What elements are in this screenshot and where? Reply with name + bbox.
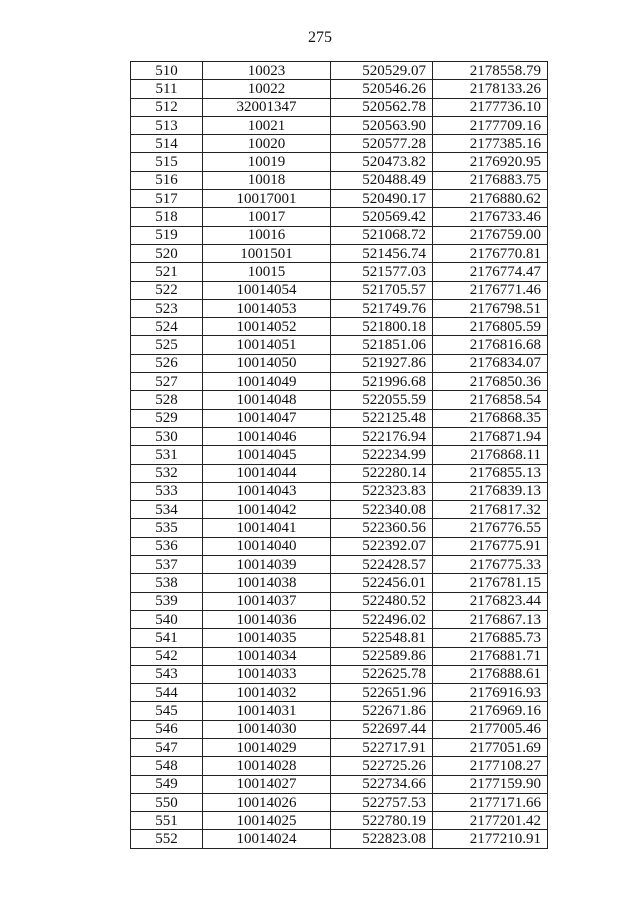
- x-coordinate-cell: 522780.19: [331, 812, 433, 830]
- y-coordinate-cell: 2176776.55: [433, 519, 548, 537]
- table-row: [131, 208, 548, 226]
- point-id-cell: 10017: [203, 208, 331, 226]
- x-coordinate-cell: 522823.08: [331, 830, 433, 848]
- point-number-cell: 542: [131, 647, 203, 665]
- y-coordinate-cell: 2176888.61: [433, 665, 548, 683]
- table-row: [131, 244, 548, 262]
- x-coordinate-cell: 522234.99: [331, 446, 433, 464]
- point-number-cell: 534: [131, 501, 203, 519]
- point-number-cell: 541: [131, 629, 203, 647]
- table-row: [131, 464, 548, 482]
- x-coordinate-cell: 521456.74: [331, 244, 433, 262]
- y-coordinate-cell: 2176774.47: [433, 263, 548, 281]
- x-coordinate-cell: 522725.26: [331, 757, 433, 775]
- x-coordinate-cell: 521577.03: [331, 263, 433, 281]
- table-row: [131, 299, 548, 317]
- point-number-cell: 532: [131, 464, 203, 482]
- point-id-cell: 10014052: [203, 318, 331, 336]
- table-row: [131, 665, 548, 683]
- x-coordinate-cell: 522055.59: [331, 391, 433, 409]
- y-coordinate-cell: 2176885.73: [433, 629, 548, 647]
- point-id-cell: 10019: [203, 153, 331, 171]
- point-id-cell: 10014028: [203, 757, 331, 775]
- x-coordinate-cell: 521851.06: [331, 336, 433, 354]
- point-number-cell: 514: [131, 135, 203, 153]
- point-id-cell: 10020: [203, 135, 331, 153]
- y-coordinate-cell: 2176770.81: [433, 244, 548, 262]
- table-row: [131, 574, 548, 592]
- y-coordinate-cell: 2176867.13: [433, 610, 548, 628]
- point-number-cell: 550: [131, 793, 203, 811]
- coordinates-table-body: [131, 62, 548, 849]
- x-coordinate-cell: 521800.18: [331, 318, 433, 336]
- point-number-cell: 530: [131, 427, 203, 445]
- y-coordinate-cell: 2176920.95: [433, 153, 548, 171]
- table-row: [131, 702, 548, 720]
- point-id-cell: 10014050: [203, 354, 331, 372]
- x-coordinate-cell: 521927.86: [331, 354, 433, 372]
- point-number-cell: 510: [131, 62, 203, 80]
- point-id-cell: 10014038: [203, 574, 331, 592]
- table-row: [131, 812, 548, 830]
- point-number-cell: 511: [131, 80, 203, 98]
- y-coordinate-cell: 2176805.59: [433, 318, 548, 336]
- point-number-cell: 544: [131, 684, 203, 702]
- table-row: [131, 427, 548, 445]
- table-row: [131, 647, 548, 665]
- table-row: [131, 720, 548, 738]
- point-id-cell: 10014045: [203, 446, 331, 464]
- y-coordinate-cell: 2177108.27: [433, 757, 548, 775]
- y-coordinate-cell: 2178558.79: [433, 62, 548, 80]
- point-number-cell: 531: [131, 446, 203, 464]
- y-coordinate-cell: 2178133.26: [433, 80, 548, 98]
- x-coordinate-cell: 521068.72: [331, 226, 433, 244]
- y-coordinate-cell: 2176880.62: [433, 190, 548, 208]
- point-id-cell: 10023: [203, 62, 331, 80]
- table-row: [131, 336, 548, 354]
- point-id-cell: 10014044: [203, 464, 331, 482]
- x-coordinate-cell: 520577.28: [331, 135, 433, 153]
- point-number-cell: 545: [131, 702, 203, 720]
- x-coordinate-cell: 522392.07: [331, 537, 433, 555]
- table-row: [131, 391, 548, 409]
- point-id-cell: 10014048: [203, 391, 331, 409]
- y-coordinate-cell: 2176834.07: [433, 354, 548, 372]
- table-row: [131, 80, 548, 98]
- point-id-cell: 10014034: [203, 647, 331, 665]
- table-row: [131, 537, 548, 555]
- table-row: [131, 62, 548, 80]
- point-number-cell: 517: [131, 190, 203, 208]
- table-row: [131, 446, 548, 464]
- x-coordinate-cell: 522428.57: [331, 556, 433, 574]
- y-coordinate-cell: 2177736.10: [433, 98, 548, 116]
- point-id-cell: 1001501: [203, 244, 331, 262]
- point-number-cell: 538: [131, 574, 203, 592]
- point-id-cell: 10014054: [203, 281, 331, 299]
- point-id-cell: 10014041: [203, 519, 331, 537]
- y-coordinate-cell: 2177709.16: [433, 116, 548, 134]
- table-row: [131, 775, 548, 793]
- x-coordinate-cell: 522757.53: [331, 793, 433, 811]
- y-coordinate-cell: 2176850.36: [433, 373, 548, 391]
- x-coordinate-cell: 520563.90: [331, 116, 433, 134]
- table-row: [131, 135, 548, 153]
- table-row: [131, 354, 548, 372]
- point-number-cell: 520: [131, 244, 203, 262]
- table-row: [131, 190, 548, 208]
- x-coordinate-cell: 522176.94: [331, 427, 433, 445]
- x-coordinate-cell: 521996.68: [331, 373, 433, 391]
- point-id-cell: 32001347: [203, 98, 331, 116]
- table-row: [131, 629, 548, 647]
- point-number-cell: 549: [131, 775, 203, 793]
- x-coordinate-cell: 520569.42: [331, 208, 433, 226]
- point-id-cell: 10014024: [203, 830, 331, 848]
- point-id-cell: 10014047: [203, 409, 331, 427]
- point-id-cell: 10022: [203, 80, 331, 98]
- point-id-cell: 10014032: [203, 684, 331, 702]
- point-number-cell: 551: [131, 812, 203, 830]
- point-number-cell: 528: [131, 391, 203, 409]
- x-coordinate-cell: 520546.26: [331, 80, 433, 98]
- x-coordinate-cell: 520562.78: [331, 98, 433, 116]
- y-coordinate-cell: 2177171.66: [433, 793, 548, 811]
- x-coordinate-cell: 520473.82: [331, 153, 433, 171]
- x-coordinate-cell: 520529.07: [331, 62, 433, 80]
- table-row: [131, 610, 548, 628]
- point-number-cell: 536: [131, 537, 203, 555]
- point-id-cell: 10014036: [203, 610, 331, 628]
- y-coordinate-cell: 2176916.93: [433, 684, 548, 702]
- table-row: [131, 171, 548, 189]
- point-number-cell: 512: [131, 98, 203, 116]
- point-number-cell: 527: [131, 373, 203, 391]
- point-id-cell: 10015: [203, 263, 331, 281]
- x-coordinate-cell: 522280.14: [331, 464, 433, 482]
- table-row: [131, 281, 548, 299]
- point-number-cell: 548: [131, 757, 203, 775]
- coordinates-table: [130, 61, 548, 849]
- table-row: [131, 757, 548, 775]
- table-row: [131, 153, 548, 171]
- point-number-cell: 547: [131, 738, 203, 756]
- point-id-cell: 10014046: [203, 427, 331, 445]
- x-coordinate-cell: 522340.08: [331, 501, 433, 519]
- point-id-cell: 10014053: [203, 299, 331, 317]
- point-id-cell: 10014025: [203, 812, 331, 830]
- table-row: [131, 226, 548, 244]
- point-id-cell: 10021: [203, 116, 331, 134]
- point-number-cell: 519: [131, 226, 203, 244]
- point-id-cell: 10014051: [203, 336, 331, 354]
- y-coordinate-cell: 2177005.46: [433, 720, 548, 738]
- y-coordinate-cell: 2176781.15: [433, 574, 548, 592]
- y-coordinate-cell: 2176868.35: [433, 409, 548, 427]
- point-number-cell: 529: [131, 409, 203, 427]
- point-number-cell: 521: [131, 263, 203, 281]
- y-coordinate-cell: 2177210.91: [433, 830, 548, 848]
- y-coordinate-cell: 2177201.42: [433, 812, 548, 830]
- table-row: [131, 556, 548, 574]
- point-id-cell: 10014042: [203, 501, 331, 519]
- x-coordinate-cell: 522125.48: [331, 409, 433, 427]
- x-coordinate-cell: 522548.81: [331, 629, 433, 647]
- point-id-cell: 10016: [203, 226, 331, 244]
- table-row: [131, 98, 548, 116]
- point-number-cell: 543: [131, 665, 203, 683]
- x-coordinate-cell: 522734.66: [331, 775, 433, 793]
- y-coordinate-cell: 2176883.75: [433, 171, 548, 189]
- point-number-cell: 525: [131, 336, 203, 354]
- point-number-cell: 546: [131, 720, 203, 738]
- x-coordinate-cell: 522589.86: [331, 647, 433, 665]
- table-row: [131, 373, 548, 391]
- point-id-cell: 10014049: [203, 373, 331, 391]
- y-coordinate-cell: 2176771.46: [433, 281, 548, 299]
- point-number-cell: 533: [131, 482, 203, 500]
- y-coordinate-cell: 2176775.33: [433, 556, 548, 574]
- y-coordinate-cell: 2176969.16: [433, 702, 548, 720]
- point-number-cell: 537: [131, 556, 203, 574]
- x-coordinate-cell: 522651.96: [331, 684, 433, 702]
- point-id-cell: 10014033: [203, 665, 331, 683]
- point-id-cell: 10014031: [203, 702, 331, 720]
- x-coordinate-cell: 521705.57: [331, 281, 433, 299]
- y-coordinate-cell: 2176855.13: [433, 464, 548, 482]
- y-coordinate-cell: 2176775.91: [433, 537, 548, 555]
- table-row: [131, 793, 548, 811]
- y-coordinate-cell: 2177051.69: [433, 738, 548, 756]
- y-coordinate-cell: 2176823.44: [433, 592, 548, 610]
- x-coordinate-cell: 522717.91: [331, 738, 433, 756]
- x-coordinate-cell: 522697.44: [331, 720, 433, 738]
- y-coordinate-cell: 2176733.46: [433, 208, 548, 226]
- table-row: [131, 519, 548, 537]
- point-id-cell: 10014035: [203, 629, 331, 647]
- y-coordinate-cell: 2176817.32: [433, 501, 548, 519]
- x-coordinate-cell: 522671.86: [331, 702, 433, 720]
- x-coordinate-cell: 520488.49: [331, 171, 433, 189]
- point-number-cell: 522: [131, 281, 203, 299]
- y-coordinate-cell: 2176816.68: [433, 336, 548, 354]
- point-number-cell: 540: [131, 610, 203, 628]
- x-coordinate-cell: 522323.83: [331, 482, 433, 500]
- y-coordinate-cell: 2176881.71: [433, 647, 548, 665]
- point-number-cell: 552: [131, 830, 203, 848]
- y-coordinate-cell: 2177385.16: [433, 135, 548, 153]
- table-row: [131, 263, 548, 281]
- x-coordinate-cell: 520490.17: [331, 190, 433, 208]
- point-id-cell: 10014029: [203, 738, 331, 756]
- point-id-cell: 10014040: [203, 537, 331, 555]
- point-id-cell: 10017001: [203, 190, 331, 208]
- point-id-cell: 10018: [203, 171, 331, 189]
- table-row: [131, 592, 548, 610]
- table-row: [131, 318, 548, 336]
- y-coordinate-cell: 2177159.90: [433, 775, 548, 793]
- x-coordinate-cell: 522456.01: [331, 574, 433, 592]
- point-number-cell: 526: [131, 354, 203, 372]
- y-coordinate-cell: 2176858.54: [433, 391, 548, 409]
- point-id-cell: 10014037: [203, 592, 331, 610]
- table-row: [131, 684, 548, 702]
- point-id-cell: 10014026: [203, 793, 331, 811]
- x-coordinate-cell: 522480.52: [331, 592, 433, 610]
- y-coordinate-cell: 2176839.13: [433, 482, 548, 500]
- point-number-cell: 539: [131, 592, 203, 610]
- table-row: [131, 738, 548, 756]
- point-number-cell: 535: [131, 519, 203, 537]
- y-coordinate-cell: 2176798.51: [433, 299, 548, 317]
- point-number-cell: 513: [131, 116, 203, 134]
- page-number: 275: [308, 29, 332, 46]
- point-id-cell: 10014043: [203, 482, 331, 500]
- point-number-cell: 515: [131, 153, 203, 171]
- x-coordinate-cell: 522360.56: [331, 519, 433, 537]
- y-coordinate-cell: 2176871.94: [433, 427, 548, 445]
- point-number-cell: 516: [131, 171, 203, 189]
- x-coordinate-cell: 522496.02: [331, 610, 433, 628]
- x-coordinate-cell: 521749.76: [331, 299, 433, 317]
- table-row: [131, 501, 548, 519]
- table-row: [131, 409, 548, 427]
- point-id-cell: 10014039: [203, 556, 331, 574]
- table-row: [131, 482, 548, 500]
- point-number-cell: 518: [131, 208, 203, 226]
- table-row: [131, 830, 548, 848]
- point-id-cell: 10014027: [203, 775, 331, 793]
- point-id-cell: 10014030: [203, 720, 331, 738]
- y-coordinate-cell: 2176868.11: [433, 446, 548, 464]
- point-number-cell: 524: [131, 318, 203, 336]
- y-coordinate-cell: 2176759.00: [433, 226, 548, 244]
- x-coordinate-cell: 522625.78: [331, 665, 433, 683]
- table-row: [131, 116, 548, 134]
- point-number-cell: 523: [131, 299, 203, 317]
